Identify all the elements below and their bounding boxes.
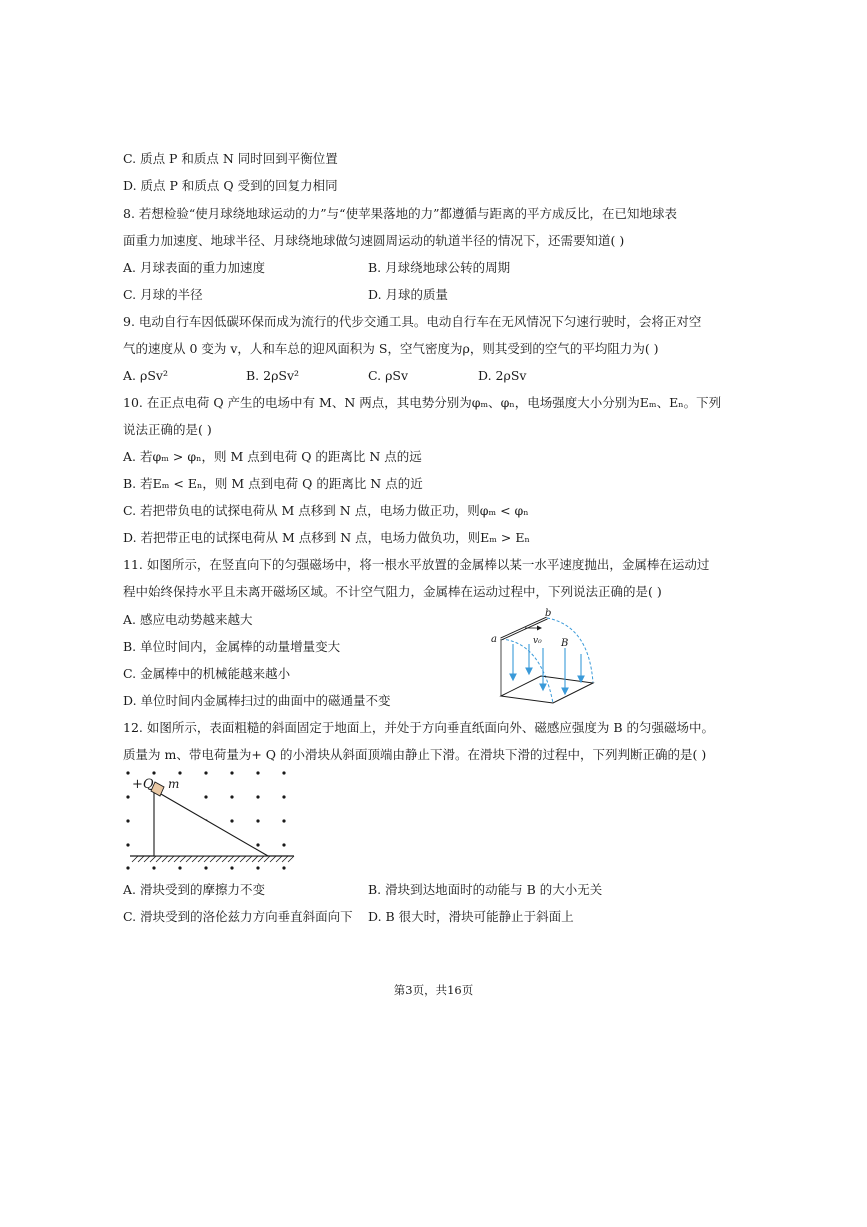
q8-stem-line-2: 面重力加速度、地球半径、月球绕地球做匀速圆周运动的轨道半径的情况下，还需要知道( ) — [123, 233, 625, 248]
q12-option-a: A. 滑块受到的摩擦力不变 — [123, 882, 265, 897]
q11-label-v0: v₀ — [533, 636, 542, 646]
q12-label-mass: m — [168, 777, 180, 791]
q8-option-c: C. 月球的半径 — [123, 287, 203, 302]
q9-option-d: D. 2ρSv — [478, 368, 527, 383]
q11-option-b: B. 单位时间内，金属棒的动量增量变大 — [123, 639, 341, 654]
q12-incline — [154, 790, 268, 856]
q12-label-charge: +Q — [132, 777, 154, 792]
q9-option-b: B. 2ρSv² — [246, 368, 300, 383]
q11-label-a: a — [491, 634, 497, 645]
q9-option-c: C. ρSv — [368, 368, 409, 383]
q8-option-d: D. 月球的质量 — [368, 287, 449, 302]
q12-figure — [122, 768, 302, 870]
q12-stem-line-1: 12. 如图所示，表面粗糙的斜面固定于地面上，并处于方向垂直纸面向外、磁感应强度为 B 的匀强磁场中。 — [123, 720, 714, 735]
q10-option-a: A. 若φₘ > φₙ，则 M 点到电荷 Q 的距离比 N 点的远 — [123, 449, 422, 464]
q11-option-a: A. 感应电动势越来越大 — [123, 612, 253, 627]
q12-ground-hatch — [132, 856, 294, 862]
q10-option-d: D. 若把带正电的试探电荷从 M 点移到 N 点，电场力做负功，则Eₘ > Eₙ — [123, 530, 530, 545]
q8-stem-line-1: 8. 若想检验“使月球绕地球运动的力”与“使苹果落地的力”都遵循与距离的平方成反比，在已知地球表 — [123, 206, 677, 221]
q11-option-c: C. 金属棒中的机械能越来越小 — [123, 666, 291, 681]
q11-label-b: b — [545, 608, 552, 619]
q9-stem-line-2: 气的速度从 0 变为 v，人和车总的迎风面积为 S，空气密度为ρ，则其受到的空气的平均阻力为( ) — [123, 341, 659, 356]
q9-stem-line-1: 9. 电动自行车因低碳环保而成为流行的代步交通工具。电动自行车在无风情况下匀速行驶时，会将正对空 — [123, 314, 702, 329]
q11-stem-line-2: 程中始终保持水平且未离开磁场区域。不计空气阻力，金属棒在运动过程中，下列说法正确的是( ) — [123, 584, 662, 599]
page-number: 第3页，共16页 — [393, 983, 474, 997]
q11-trajectory-far — [547, 618, 593, 683]
q12-stem-line-2: 质量为 m、带电荷量为+ Q 的小滑块从斜面顶端由静止下滑。在滑块下滑的过程中，下列判断正确的是( ) — [123, 747, 707, 762]
q12-option-c: C. 滑块受到的洛伦兹力方向垂直斜面向下 — [123, 909, 353, 924]
q11-figure — [485, 608, 605, 708]
q7-option-c: C. 质点 P 和质点 N 同时回到平衡位置 — [123, 151, 338, 166]
q12-option-b: B. 滑块到达地面时的动能与 B 的大小无关 — [368, 882, 603, 897]
q11-stem-line-1: 11. 如图所示，在竖直向下的匀强磁场中，将一根水平放置的金属棒以某一水平速度抛出，金属棒在运动过 — [123, 557, 710, 572]
q10-option-c: C. 若把带负电的试探电荷从 M 点移到 N 点，电场力做正功，则φₘ < φₙ — [123, 503, 529, 518]
q7-option-d: D. 质点 P 和质点 Q 受到的回复力相同 — [123, 178, 338, 193]
q8-option-a: A. 月球表面的重力加速度 — [123, 260, 265, 275]
q9-option-a: A. ρSv² — [123, 368, 168, 383]
q12-option-d: D. B 很大时，滑块可能静止于斜面上 — [368, 909, 574, 924]
q10-stem-line-1: 10. 在正点电荷 Q 产生的电场中有 M、N 两点，其电势分别为φₘ、φₙ，电场强度大小分别为Eₘ、Eₙ。下列 — [123, 395, 722, 410]
q10-stem-line-2: 说法正确的是( ) — [123, 422, 212, 437]
q10-option-b: B. 若Eₘ < Eₙ，则 M 点到电荷 Q 的距离比 N 点的近 — [123, 476, 423, 491]
q8-option-b: B. 月球绕地球公转的周期 — [368, 260, 511, 275]
q11-label-B: B — [561, 638, 569, 649]
q11-option-d: D. 单位时间内金属棒扫过的曲面中的磁通量不变 — [123, 693, 391, 708]
